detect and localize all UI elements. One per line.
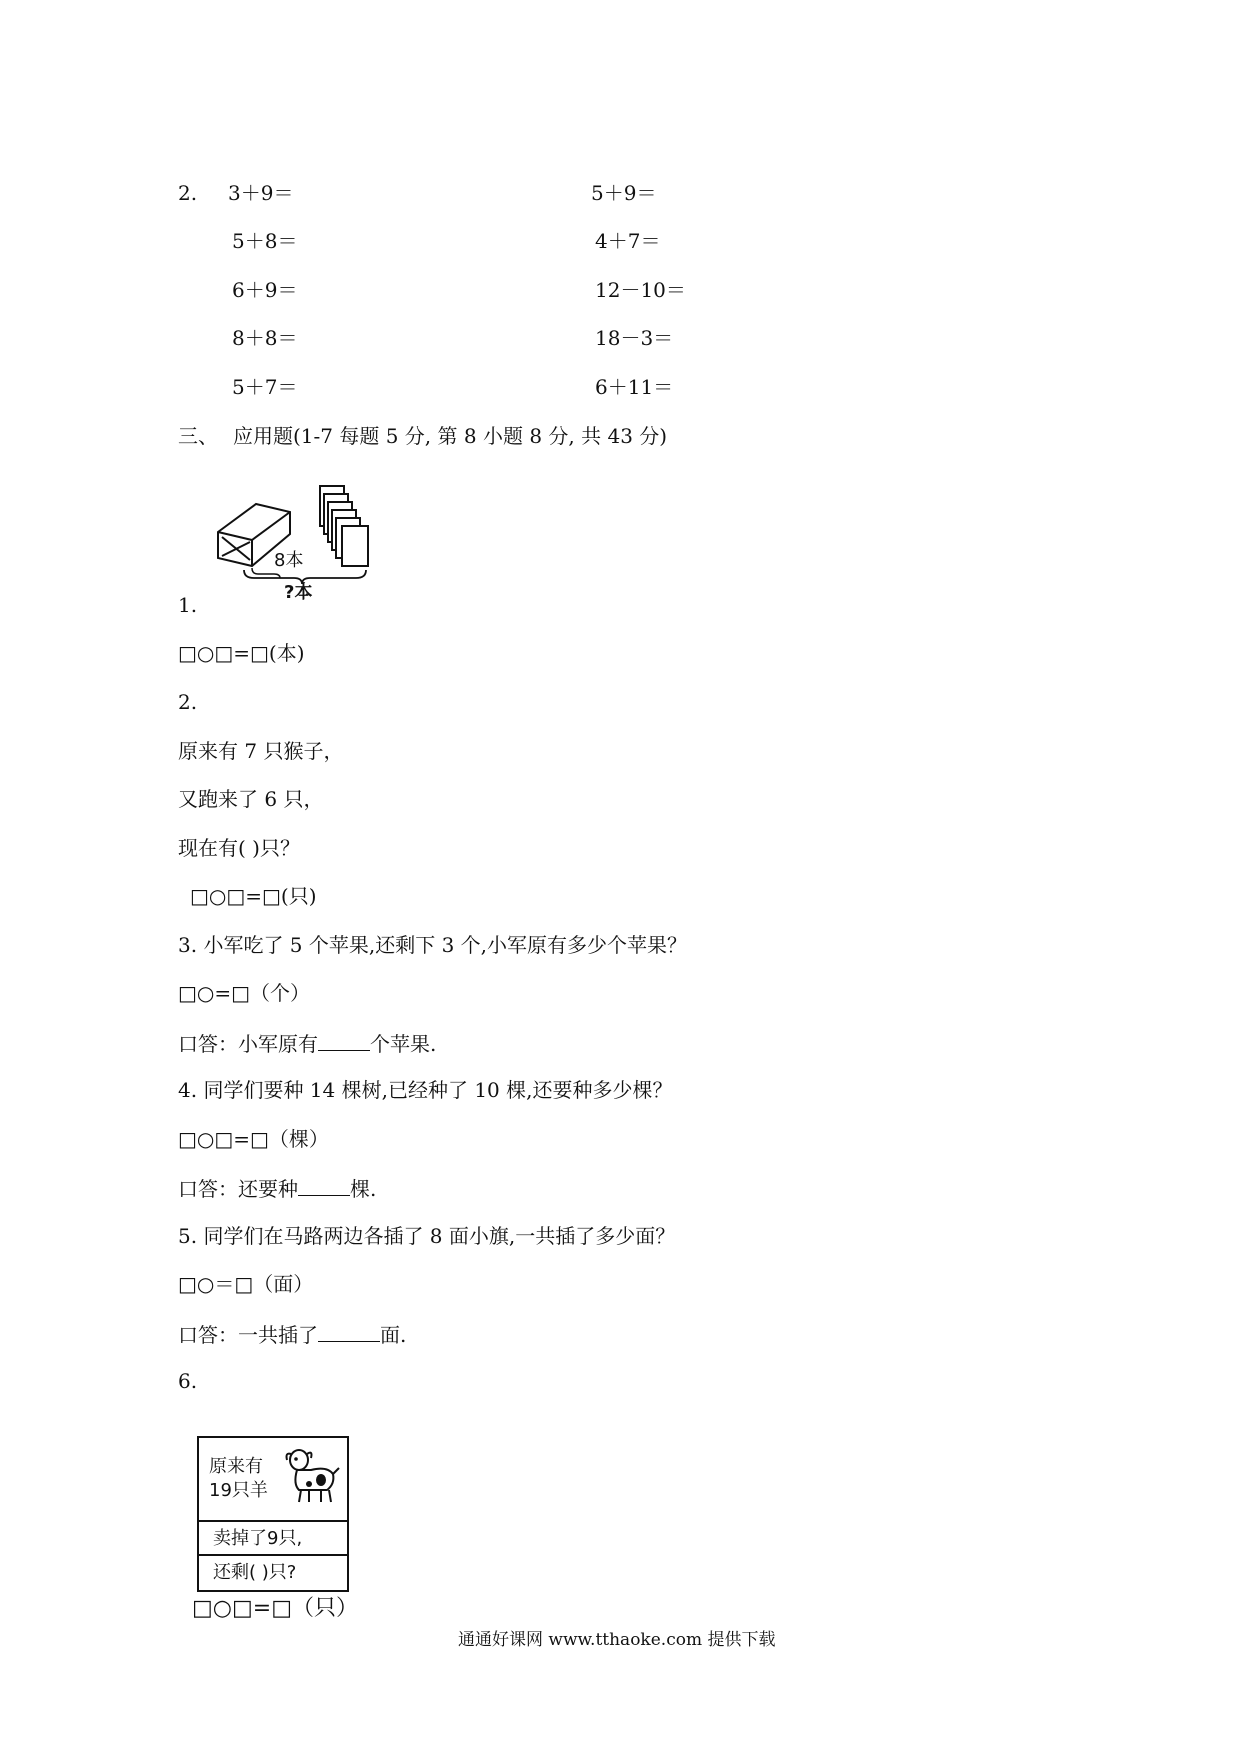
q3-formula: □○=□（个）: [178, 981, 311, 1005]
q4-answer-prefix: 口答：还要种: [178, 1177, 298, 1201]
q5-answer-suffix: 面.: [380, 1323, 407, 1347]
q4-answer-blank[interactable]: [298, 1177, 350, 1196]
q3-text: 3. 小军吃了 5 个苹果,还剩下 3 个,小军原有多少个苹果？: [178, 933, 688, 957]
section3-marker: 三、: [178, 424, 218, 448]
equation-left-3: 6＋9＝: [232, 278, 298, 302]
equation-left-1: 3＋9＝: [228, 181, 294, 205]
figure-label-total: ?本: [284, 582, 313, 603]
q2-formula: □○□=□(只): [190, 884, 317, 908]
q1-number: 1.: [178, 593, 198, 617]
q5-answer-prefix: 口答：一共插了: [178, 1323, 318, 1347]
book-stack-icon: [320, 486, 368, 566]
q6-box-line3: 卖掉了9只,: [213, 1528, 303, 1549]
q4-answer-suffix: 棵.: [350, 1177, 377, 1201]
equation-right-1: 5＋9＝: [591, 181, 657, 205]
q3-answer-suffix: 个苹果.: [370, 1032, 437, 1056]
equation-right-2: 4＋7＝: [595, 229, 661, 253]
q4-formula: □○□=□（棵）: [178, 1127, 329, 1151]
q4-text: 4. 同学们要种 14 棵树,已经种了 10 棵,还要种多少棵？: [178, 1078, 673, 1102]
figure-label-inner: 8本: [274, 550, 304, 571]
section3-title: 应用题(1-7 每题 5 分, 第 8 小题 8 分, 共 43 分): [233, 424, 668, 448]
q3-answer-blank[interactable]: [318, 1032, 370, 1051]
q2-number: 2.: [178, 690, 198, 714]
equation-left-4: 8＋8＝: [232, 326, 298, 350]
equation-right-3: 12－10＝: [595, 278, 686, 302]
q2-line2: 又跑来了 6 只，: [178, 787, 324, 811]
equation-left-2: 5＋8＝: [232, 229, 298, 253]
q5-answer: [178, 1323, 406, 1345]
q6-box-line4: 还剩( )只?: [213, 1562, 297, 1583]
q6-box-divider-2: [199, 1554, 347, 1556]
sheep-icon: [281, 1444, 341, 1506]
q6-box-line2: 19只羊: [209, 1480, 268, 1501]
section2-number: 2.: [178, 181, 198, 205]
q6-number: 6.: [178, 1369, 198, 1393]
equation-right-5: 6＋11＝: [595, 375, 674, 399]
q6-box-line1: 原来有: [209, 1456, 263, 1477]
q2-line3: 现在有( )只？: [178, 836, 300, 860]
q6-box-divider-1: [199, 1520, 347, 1522]
q5-answer-blank[interactable]: [318, 1323, 380, 1342]
footer-text: 通通好课网 www.tthaoke.com 提供下载: [458, 1630, 776, 1650]
equation-right-4: 18－3＝: [595, 326, 674, 350]
q4-answer: [178, 1177, 376, 1199]
q5-formula: □○＝□（面）: [178, 1272, 314, 1296]
q6-formula: □○□=□（只）: [192, 1596, 358, 1621]
q3-answer-prefix: 口答：小军原有: [178, 1032, 318, 1056]
q5-text: 5. 同学们在马路两边各插了 8 面小旗,一共插了多少面？: [178, 1224, 676, 1248]
equation-left-5: 5＋7＝: [232, 375, 298, 399]
q2-line1: 原来有 7 只猴子，: [178, 739, 344, 763]
q3-answer: [178, 1032, 436, 1054]
q1-formula: □○□=□(本): [178, 641, 305, 665]
q6-story-box: [197, 1436, 349, 1592]
